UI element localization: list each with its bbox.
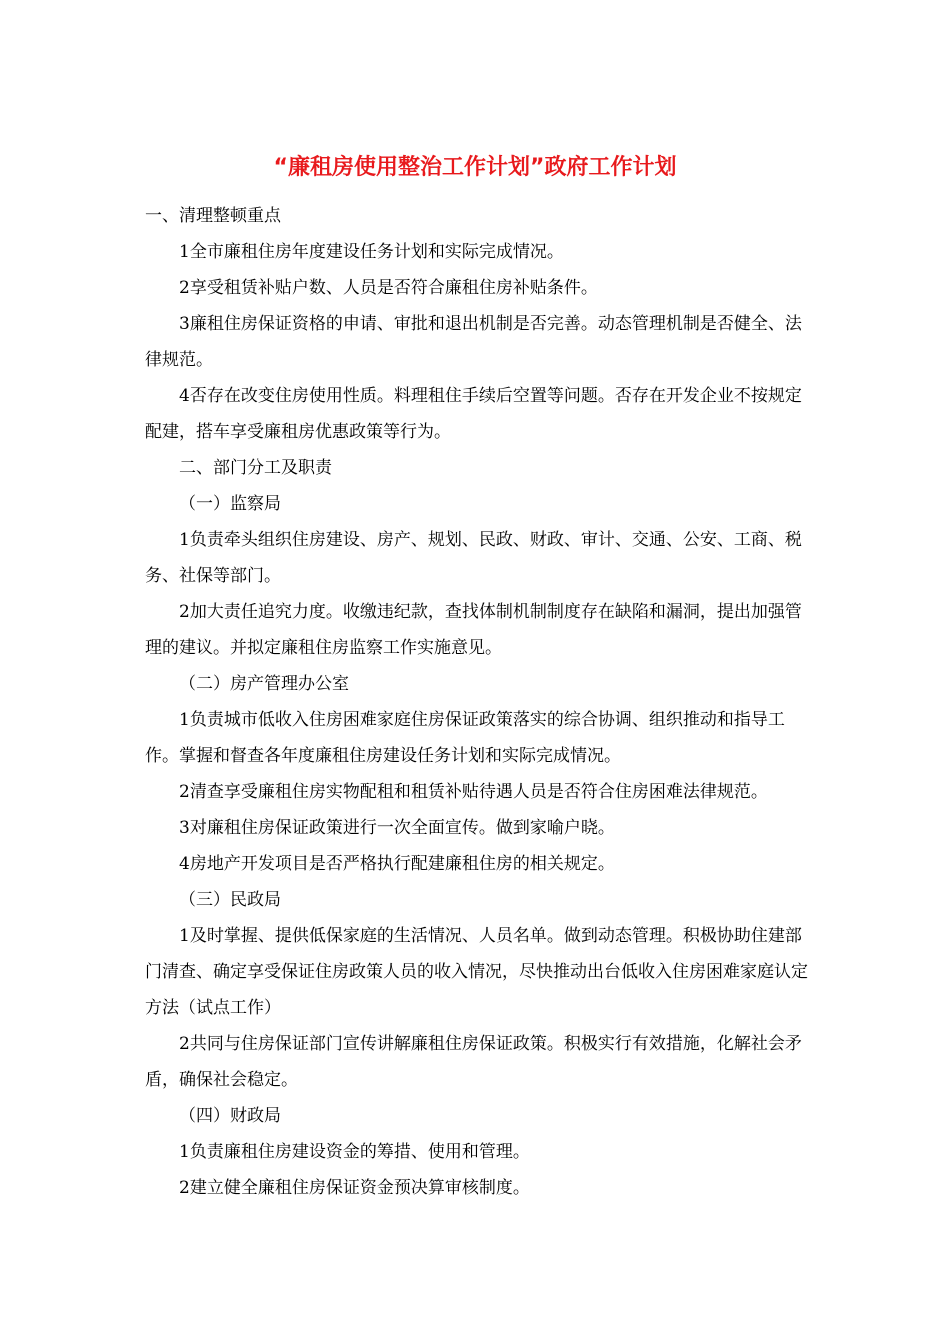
paragraph: 3对廉租住房保证政策进行一次全面宣传。做到家喻户晓。: [179, 818, 615, 838]
document-title: “廉租房使用整治工作计划”政府工作计划: [273, 155, 677, 180]
paragraph: 2清查享受廉租住房实物配租和租赁补贴待遇人员是否符合住房困难法律规范。: [179, 782, 768, 802]
paragraph: 1全市廉租住房年度建设任务计划和实际完成情况。: [179, 242, 564, 262]
section-heading: 二、部门分工及职责: [179, 458, 332, 478]
paragraph: 1及时掌握、提供低保家庭的生活情况、人员名单。做到动态管理。积极协助住建部门清查、确定享受保证住房政策人员的收入情况，尽快推动出台低收入住房困难家庭认定方法（试点工作）: [145, 926, 808, 1018]
subsection-heading: （三）民政局: [179, 890, 281, 910]
paragraph: 1负责城市低收入住房困难家庭住房保证政策落实的综合协调、组织推动和指导工作。掌握和督查各年度廉租住房建设任务计划和实际完成情况。: [145, 710, 785, 766]
paragraph: 4房地产开发项目是否严格执行配建廉租住房的相关规定。: [179, 854, 615, 874]
paragraph: 2加大责任追究力度。收缴违纪款，查找体制机制制度存在缺陷和漏洞，提出加强管理的建议。并拟定廉租住房监察工作实施意见。: [145, 602, 802, 658]
paragraph: 1负责廉租住房建设资金的筹措、使用和管理。: [179, 1142, 530, 1162]
paragraph: 2共同与住房保证部门宣传讲解廉租住房保证政策。积极实行有效措施，化解社会矛盾，确保社会稳定。: [145, 1034, 802, 1090]
document-body: [145, 198, 810, 1206]
paragraph: 1负责牵头组织住房建设、房产、规划、民政、财政、审计、交通、公安、工商、税务、社保等部门。: [145, 530, 802, 586]
subsection-heading: （四）财政局: [179, 1106, 281, 1126]
paragraph: 一、清理整顿重点: [145, 206, 281, 226]
subsection-heading: （二）房产管理办公室: [179, 674, 349, 694]
paragraph: 3廉租住房保证资格的申请、审批和退出机制是否完善。动态管理机制是否健全、法律规范。: [145, 314, 802, 370]
paragraph: 4否存在改变住房使用性质。料理租住手续后空置等问题。否存在开发企业不按规定配建，搭车享受廉租房优惠政策等行为。: [145, 386, 802, 442]
paragraph: 2享受租赁补贴户数、人员是否符合廉租住房补贴条件。: [179, 278, 598, 298]
paragraph: 2建立健全廉租住房保证资金预决算审核制度。: [179, 1178, 530, 1198]
subsection-heading: （一）监察局: [179, 494, 281, 514]
